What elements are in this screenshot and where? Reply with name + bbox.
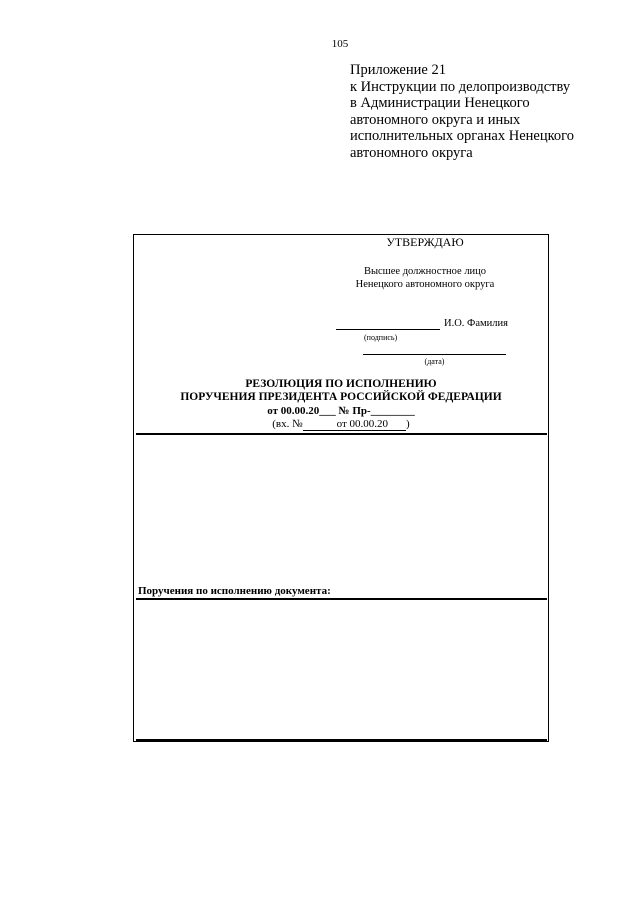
appendix-line: автономного округа [350, 144, 473, 161]
approve-heading: УТВЕРЖДАЮ [386, 235, 464, 249]
resolution-title-line1: РЕЗОЛЮЦИЯ ПО ИСПОЛНЕНИЮ [245, 378, 437, 390]
incoming-prefix: (вх. № [272, 418, 303, 430]
date-caption: (дата) [424, 357, 445, 366]
signature-name: И.О. Фамилия [444, 318, 508, 329]
resolution-title-line3: от 00.00.20___ № Пр-________ [267, 405, 415, 417]
appendix-line: Приложение 21 [350, 62, 446, 78]
incoming-number-line [133, 418, 549, 431]
appendix-header [350, 62, 574, 161]
page-number: 105 [331, 38, 349, 50]
incoming-year-blank [388, 418, 406, 431]
official-title-line2: Ненецкого автономного округа [355, 279, 495, 290]
resolution-form-frame [133, 234, 549, 742]
signature-line [336, 329, 440, 330]
divider-line [136, 598, 547, 600]
date-line [363, 354, 506, 355]
orders-label: Поручения по исполнению документа: [138, 585, 331, 597]
resolution-title-line2: ПОРУЧЕНИЯ ПРЕЗИДЕНТА РОССИЙСКОЙ ФЕДЕРАЦИИ [180, 391, 502, 403]
appendix-line: исполнительных органах Ненецкого [350, 128, 574, 144]
appendix-line: к Инструкции по делопроизводству [350, 78, 571, 95]
incoming-number-blank [303, 418, 337, 431]
divider-line [136, 739, 547, 741]
incoming-suffix: ) [406, 418, 410, 430]
appendix-line: автономного округа и иных [350, 111, 521, 128]
official-title-line1: Высшее должностное лицо [363, 266, 487, 277]
divider-line [136, 433, 547, 435]
signature-caption: (подпись) [364, 333, 398, 342]
incoming-date: от 00.00.20 [336, 418, 389, 430]
appendix-line: в Администрации Ненецкого [350, 95, 530, 111]
